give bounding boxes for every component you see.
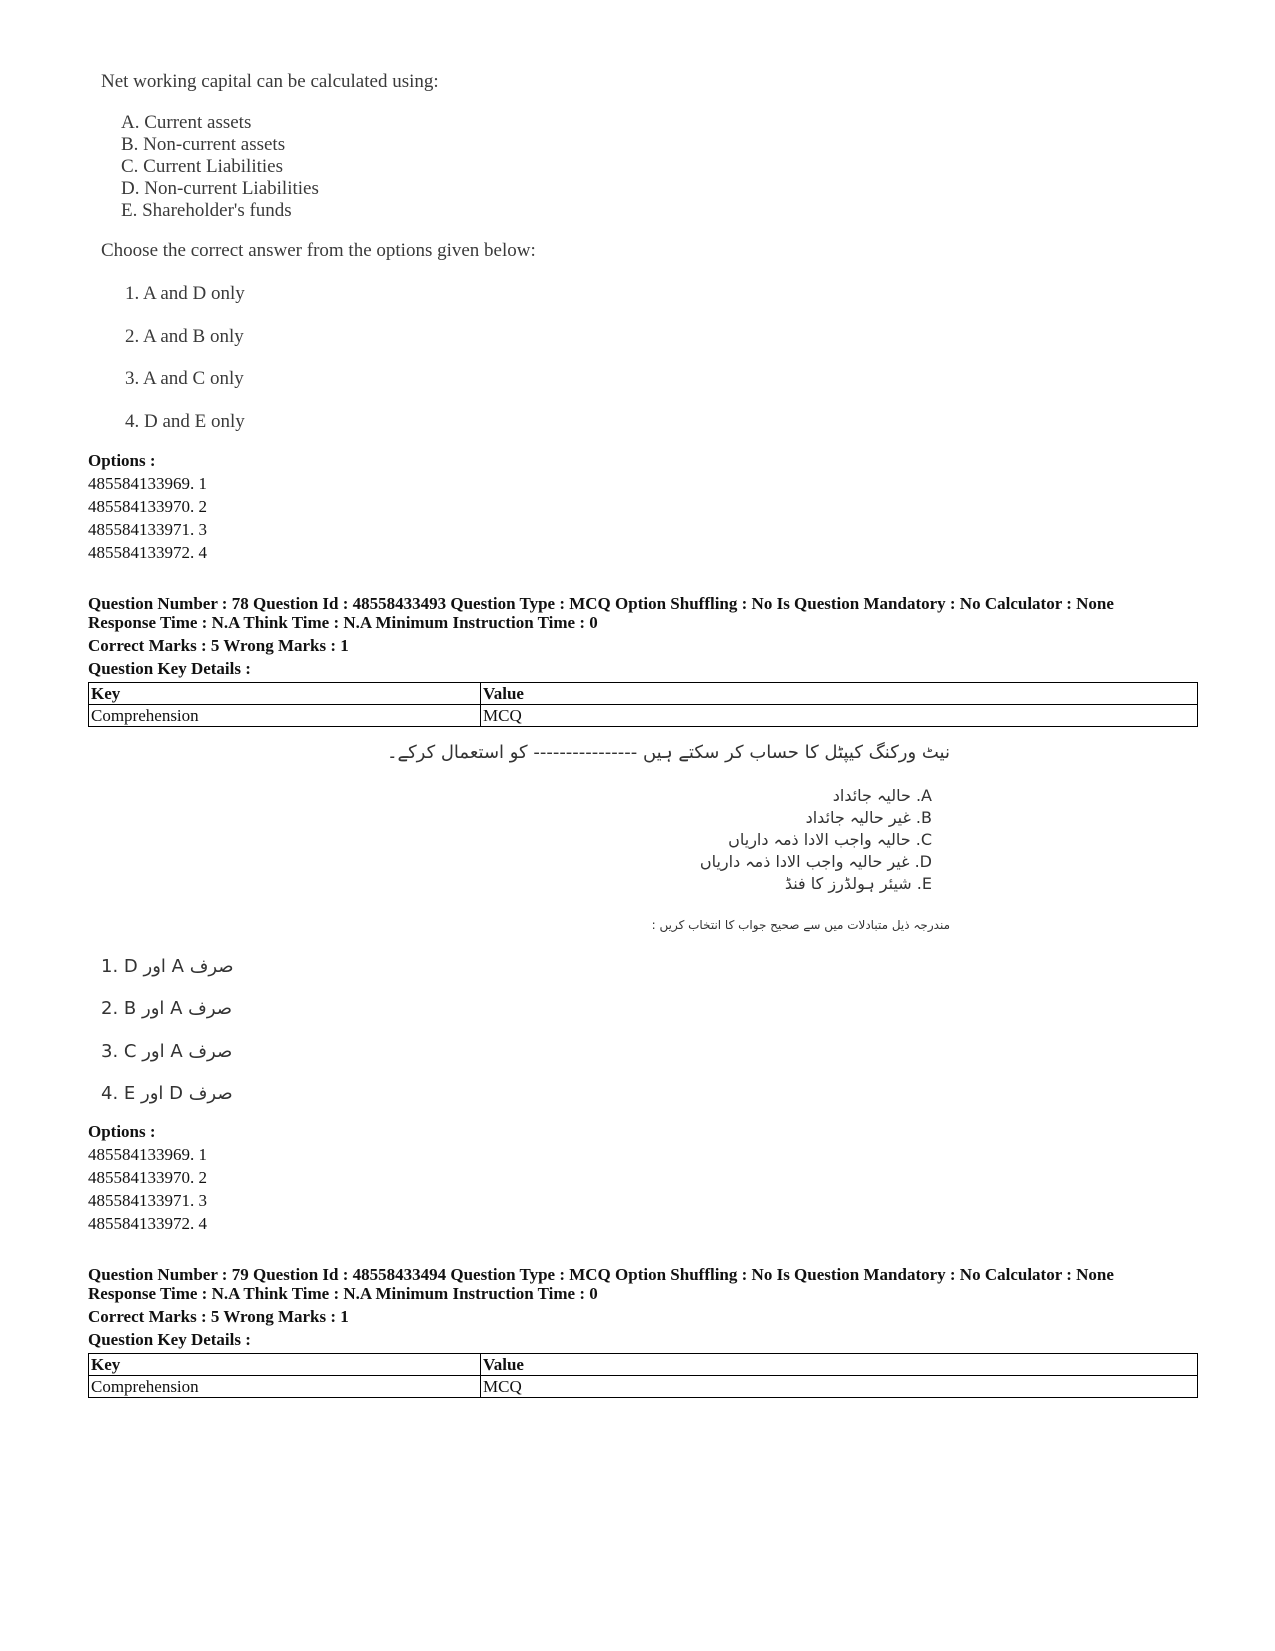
- urdu-question-stem: نیٹ ورکنگ کیپٹل کا حساب کر سکتے ہیں ---------------- کو استعمال کرکے۔: [386, 742, 950, 763]
- option-id: 485584133972. 4: [88, 1214, 207, 1233]
- value-header: Value: [481, 1354, 1198, 1376]
- question-timing: Response Time : N.A Think Time : N.A Minimum Instruction Time : 0: [88, 613, 598, 632]
- value-cell: MCQ: [481, 705, 1198, 727]
- key-details-table: [88, 682, 1198, 727]
- key-cell: Comprehension: [89, 705, 481, 727]
- urdu-statement-item: A. حالیہ جائداد: [832, 786, 932, 805]
- option-id: 485584133971. 3: [88, 1191, 207, 1210]
- urdu-answer-choice: [101, 1041, 232, 1062]
- statement-item: D. Non-current Liabilities: [121, 178, 319, 199]
- question-header: Question Number : 78 Question Id : 48558433493 Question Type : MCQ Option Shuffling : No Is Question Mandatory : No Calculator : None: [88, 594, 1114, 613]
- answer-choice: 2. A and B only: [125, 326, 244, 347]
- urdu-answer-choice: [101, 1083, 233, 1104]
- key-cell: Comprehension: [89, 1376, 481, 1398]
- choice-text: صرف A اور B: [123, 998, 233, 1019]
- choice-number: 2.: [101, 998, 119, 1019]
- urdu-statement-item: E. شیئر ہولڈرز کا فنڈ: [784, 874, 932, 893]
- value-cell: MCQ: [481, 1376, 1198, 1398]
- statement-item: B. Non-current assets: [121, 134, 286, 155]
- key-details-label: Question Key Details :: [88, 1330, 251, 1349]
- option-id: 485584133970. 2: [88, 497, 207, 516]
- options-label: Options :: [88, 1122, 156, 1141]
- answer-choice: 1. A and D only: [125, 283, 245, 304]
- option-id: 485584133970. 2: [88, 1168, 207, 1187]
- urdu-statement-item: C. حالیہ واجب الادا ذمہ داریاں: [728, 830, 932, 849]
- key-header: Key: [89, 1354, 481, 1376]
- urdu-statement-item: D. غیر حالیہ واجب الادا ذمہ داریاں: [699, 852, 932, 871]
- choice-number: 3.: [101, 1041, 119, 1062]
- choice-text: صرف A اور C: [123, 1041, 233, 1062]
- value-header: Value: [481, 683, 1198, 705]
- statement-item: C. Current Liabilities: [121, 156, 284, 177]
- choice-text: صرف D اور E: [123, 1083, 233, 1104]
- choice-text: صرف A اور D: [123, 956, 234, 977]
- key-details-table: [88, 1353, 1198, 1398]
- answer-choice: 4. D and E only: [125, 411, 245, 432]
- statement-item: A. Current assets: [121, 112, 252, 133]
- options-label: Options :: [88, 451, 156, 470]
- answer-choice: 3. A and C only: [125, 368, 244, 389]
- question-timing: Response Time : N.A Think Time : N.A Minimum Instruction Time : 0: [88, 1284, 598, 1303]
- statement-item: E. Shareholder's funds: [121, 200, 292, 221]
- question-stem: Net working capital can be calculated using:: [101, 71, 439, 92]
- urdu-statement-item: B. غیر حالیہ جائداد: [805, 808, 932, 827]
- urdu-instruction: مندرجہ ذیل متبادلات میں سے صحیح جواب کا انتخاب کریں :: [651, 918, 950, 932]
- urdu-answer-choice: [101, 998, 232, 1019]
- choice-number: 4.: [101, 1083, 119, 1104]
- instruction-text: Choose the correct answer from the options given below:: [101, 240, 536, 261]
- question-marks: Correct Marks : 5 Wrong Marks : 1: [88, 1307, 349, 1326]
- question-header: Question Number : 79 Question Id : 48558433494 Question Type : MCQ Option Shuffling : No Is Question Mandatory : No Calculator : None: [88, 1265, 1114, 1284]
- key-header: Key: [89, 683, 481, 705]
- key-details-label: Question Key Details :: [88, 659, 251, 678]
- option-id: 485584133969. 1: [88, 474, 207, 493]
- choice-number: 1.: [101, 956, 119, 977]
- question-marks: Correct Marks : 5 Wrong Marks : 1: [88, 636, 349, 655]
- option-id: 485584133972. 4: [88, 543, 207, 562]
- urdu-answer-choice: [101, 956, 234, 977]
- option-id: 485584133969. 1: [88, 1145, 207, 1164]
- option-id: 485584133971. 3: [88, 520, 207, 539]
